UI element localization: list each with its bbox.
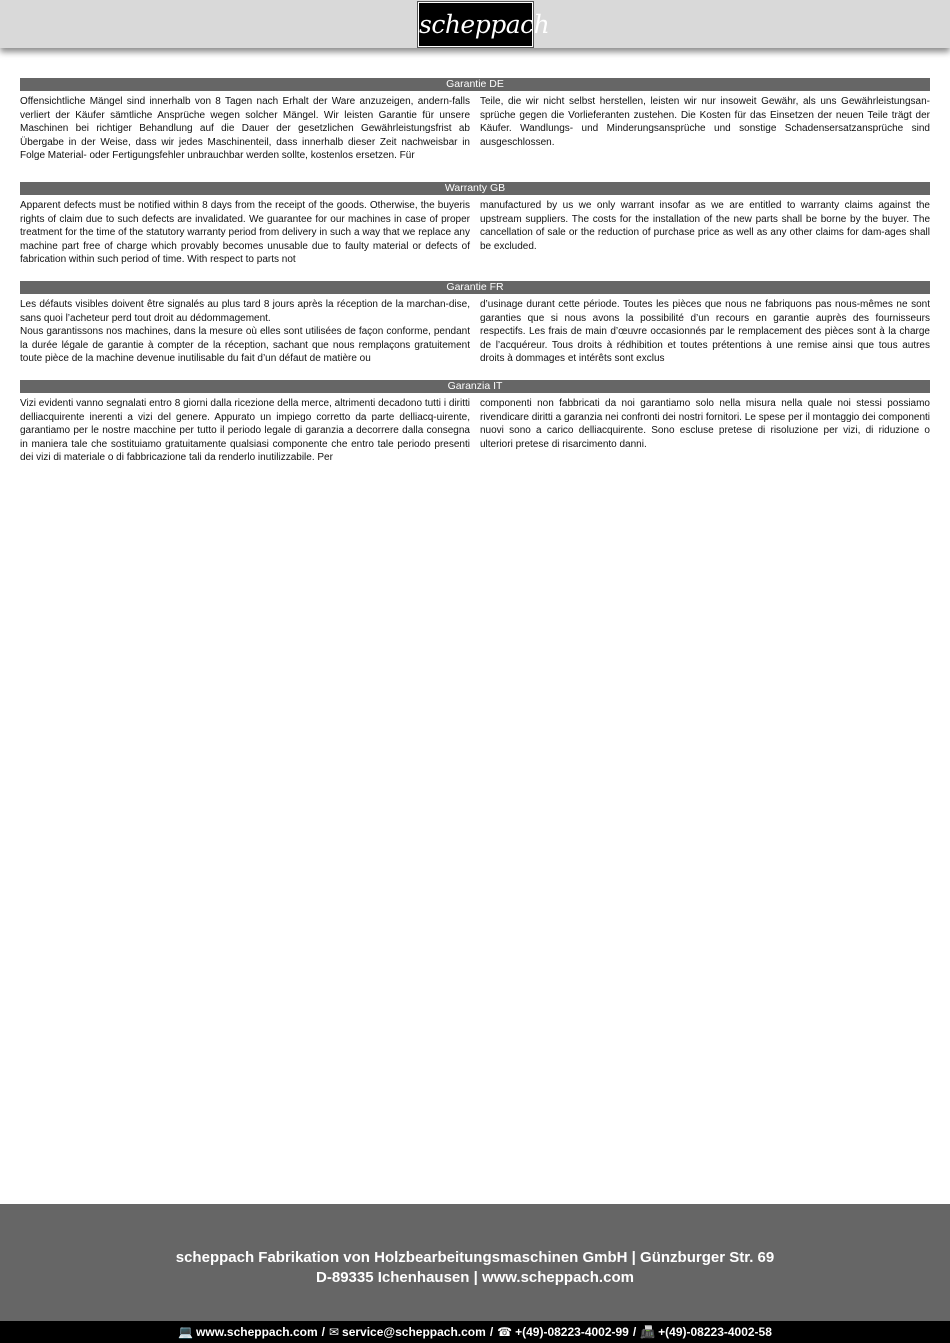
warranty-section-gb — [20, 182, 930, 267]
section-text-right: componenti non fabbricati da noi garantiamo solo nella misura nella quale noi stessi possiamo rivendicare diritti a garanzia nei confronti dei nostri fornitori. Le spese per il montaggio dei componenti nuovi sono a carico delliacquirente. Sono escluse pretese di risoluzione per vizi, di riduzione o ulteriori pretese di risarcimento danni. — [480, 398, 930, 450]
section-title: Warranty GB — [20, 182, 930, 195]
section-title: Garantie FR — [20, 281, 930, 294]
separator: / — [489, 1325, 494, 1339]
fax-number: +(49)-08223-4002-58 — [658, 1325, 772, 1339]
separator: / — [321, 1325, 325, 1339]
section-text-left: Offensichtliche Mängel sind innerhalb von 8 Tagen nach Erhalt der Ware anzuzeigen, andern-falls verliert der Käufer sämtliche Ansprüche wegen solcher Mängel. Wir leisten Garantie für unsere Maschinen bei richtiger Behandlung auf die Dauer der gesetzlichen Gewährleistungsfrist ab Übergabe in der Weise, dass wir jedes Maschinenteil, dass innerhalb dieser Zeit nachweisbar in Folge Material- oder Fertigungsfehler unbrauchbar werden sollte, kostenlos ersetzen. Für — [20, 96, 470, 161]
section-text-left: Les défauts visibles doivent être signalés au plus tard 8 jours après la réception de la marchan-dise, sans quoi l’acheteur perd tout droit au dédommagement. Nous garantissons nos machines, dans la mesure où elles sont utilisées de façon conforme, pendant la durée légale de garantie à compter de la réception, sachant que nous remplaçons gratuitement toute pièce de la machine devenue inutilisable du fait d’un défaut de matière ou — [20, 299, 470, 364]
section-text-left: Vizi evidenti vanno segnalati entro 8 giorni dalla ricezione della merce, altrimenti decadono tutti i diritti delliacquirente inerenti a vizi del genere. Appurato un impiego corretto da parte delliacq-uirente, garantiamo per le nostre macchine per tutto il periodo legale di garanzia a decorrere dalla consegna in maniera tale che sostituiamo gratuitamente qualsiasi componente che entro tale periodo presenti dei vizi di materiale o di fabbricazione tali da renderlo inutilizzabile. Per — [20, 398, 470, 463]
section-text-right: d’usinage durant cette période. Toutes les pièces que nous ne fabriquons pas nous-mêmes ne sont garanties que si nous avons la possibilité d’un recours en garantie auprès des fournisseurs respectifs. Les frais de main d’œuvre occasionnés par le remplacement des pièces sont à la charge de l’acquéreur. Tous droits à rédhibition et toutes prétentions à une remise ainsi que tous autres droits à dommages et intérêts sont exclus — [480, 299, 930, 364]
warranty-section-it — [20, 380, 930, 465]
email-icon: ✉ — [328, 1325, 340, 1339]
phone-number: +(49)-08223-4002-99 — [515, 1325, 629, 1339]
company-address-line1: scheppach Fabrikation von Holzbearbeitungsmaschinen GmbH | Günzburger Str. 69 — [175, 1249, 775, 1266]
section-title: Garantie DE — [20, 78, 930, 91]
scheppach-logo: scheppach — [418, 2, 533, 47]
fax-icon: 📠 — [640, 1325, 656, 1339]
section-title: Garanzia IT — [20, 380, 930, 393]
company-address-line2: D-89335 Ichenhausen | www.scheppach.com — [316, 1269, 634, 1286]
contact-bar — [0, 1321, 950, 1343]
section-text-right: Teile, die wir nicht selbst herstellen, leisten wir nur insoweit Gewähr, als uns Gewährleistungsan-sprüche gegen die Vorlieferanten zustehen. Die Kosten für das Einsetzen der neuen Teile trägt der Käufer. Wandlungs- und Minderungsansprüche und sonstige Schadensersatzansprüche sind ausgeschlossen. — [480, 96, 930, 148]
separator: / — [632, 1325, 637, 1339]
section-text-left: Apparent defects must be notified within 8 days from the receipt of the goods. Otherwise, the buyeris rights of claim due to such defects are invalidated. We guarantee for our machines in case of proper treatment for the time of the statutory warranty period from delivery in such a way that we replace any machine part free of charge which provably becomes unusable due to faulty material or defects of fabrication within such period of time. With respect to parts not — [20, 200, 470, 265]
phone-icon: ☎ — [497, 1325, 513, 1339]
warranty-section-de — [20, 78, 930, 163]
computer-icon: 💻 — [178, 1325, 194, 1339]
section-text-right: manufactured by us we only warrant insofar as we are entitled to warranty claims against the upstream suppliers. The costs for the installation of the new parts shall be borne by the buyer. The cancellation of sale or the reduction of purchase price as well as any other claims for dam-ages shall be excluded. — [480, 200, 930, 252]
company-footer — [0, 1204, 950, 1321]
email-link[interactable]: service@scheppach.com — [342, 1325, 486, 1339]
website-link[interactable]: www.scheppach.com — [196, 1325, 318, 1339]
page-header — [0, 0, 950, 48]
warranty-section-fr — [20, 281, 930, 366]
